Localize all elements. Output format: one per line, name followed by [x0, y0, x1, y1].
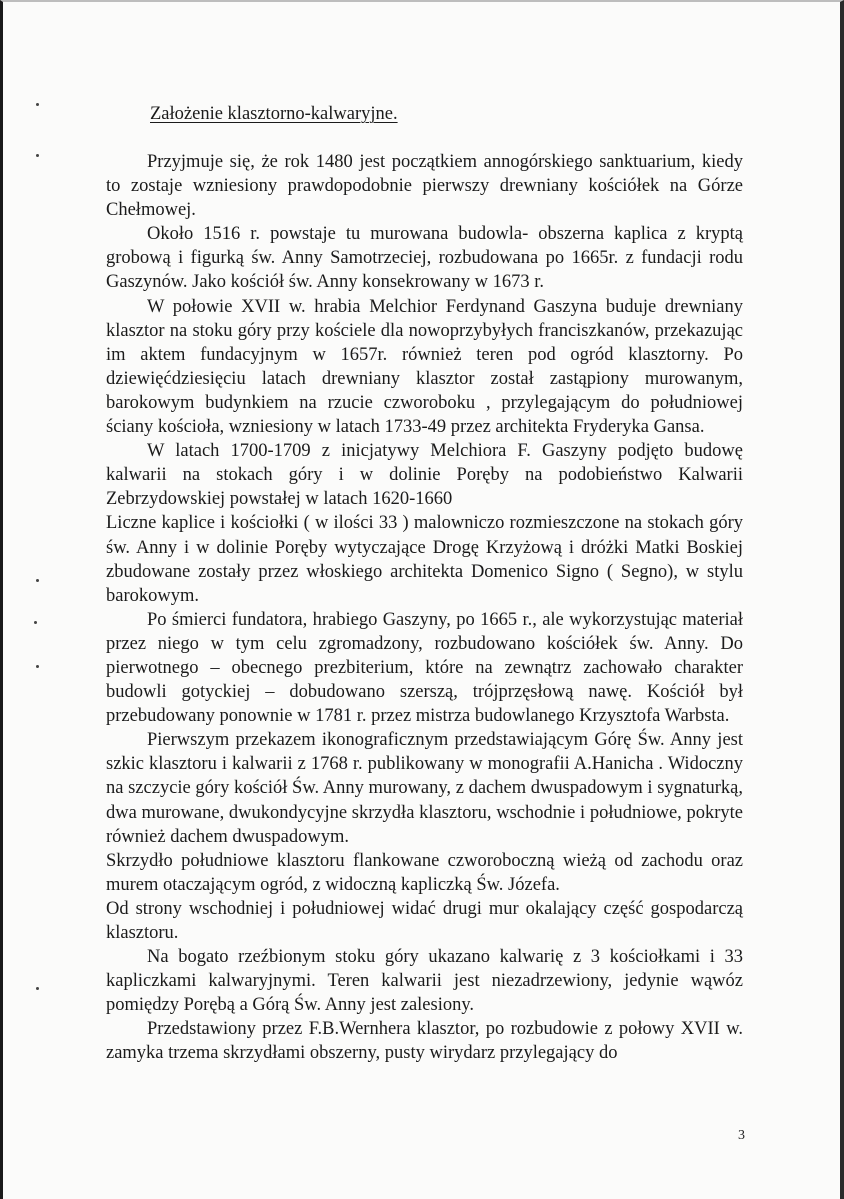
margin-dot — [36, 103, 39, 106]
document-title: Założenie klasztorno-kalwaryjne. — [150, 104, 398, 124]
margin-dot — [36, 579, 39, 582]
margin-dot — [36, 665, 39, 668]
margin-dot — [36, 987, 39, 990]
paragraph: Skrzydło południowe klasztoru flankowane czworoboczną wieżą od zachodu oraz murem otaczającym ogród, z widoczną kapliczką Św. Józefa. — [106, 850, 743, 895]
paragraph: Pierwszym przekazem ikonograficznym przedstawiającym Górę Św. Anny jest szkic klasztoru i kalwarii z 1768 r. publikowany w monografii A.Hanicha . Widoczny na szczycie góry kościół Św. Anny murowany, z dachem dwuspadowym i sygnaturką, dwa murowane, dwukondycyjne skrzydła klasztoru, wschodnie i południowe, pokryte również dachem dwuspadowym. — [106, 730, 743, 847]
paragraph: Po śmierci fundatora, hrabiego Gaszyny, po 1665 r., ale wykorzystując materiał przez niego w tym celu zgromadzony, rozbudowano kościółek św. Anny. Do pierwotnego – obecnego prezbiterium, które na zewnątrz zachowało charakter budowli gotyckiej – dobudowano szerszą, trójprzęsłową nawę. Kościół był przebudowany ponownie w 1781 r. przez mistrza budowlanego Krzysztofa Warbsta. — [106, 609, 743, 727]
paragraph: Od strony wschodniej i południowej widać drugi mur okalający część gospodarczą klasztoru. — [106, 898, 743, 943]
paragraph: W latach 1700-1709 z inicjatywy Melchiora F. Gaszyny podjęto budowę kalwarii na stokach góry i w dolinie Poręby na podobieństwo Kalwarii Zebrzydowskiej powstałej w latach 1620-1660 — [106, 441, 743, 510]
paragraph: Na bogato rzeźbionym stoku góry ukazano kalwarię z 3 kościołkami i 33 kapliczkami kalwaryjnymi. Teren kalwarii jest niezadrzewiony, jedynie wąwóz pomiędzy Porębą a Górą Św. Anny jest zalesiony. — [106, 947, 743, 1016]
paragraph: Około 1516 r. powstaje tu murowana budowla- obszerna kaplica z kryptą grobową i figurką św. Anny Samotrzeciej, rozbudowana po 1665r. z fundacji rodu Gaszynów. Jako kościół św. Anny konsekrowany w 1673 r. — [106, 224, 743, 293]
paragraph: Przedstawiony przez F.B.Wernhera klasztor, po rozbudowie z połowy XVII w. zamyka trzema skrzydłami obszerny, pusty wirydarz przylegający do — [106, 1019, 743, 1064]
page-number: 3 — [738, 1128, 745, 1143]
paragraph: Przyjmuje się, że rok 1480 jest początkiem annogórskiego sanktuarium, kiedy to zostaje wzniesiony prawdopodobnie pierwszy drewniany kościółek na Górze Chełmowej. — [106, 152, 743, 221]
margin-dot — [34, 621, 37, 624]
document-body — [106, 150, 743, 1066]
margin-dot — [36, 154, 39, 157]
paragraph: Liczne kaplice i kościołki ( w ilości 33 ) malowniczo rozmieszczone na stokach góry św. Anny i w dolinie Poręby wytyczające Drogę Krzyżową i dróżki Matki Boskiej zbudowane zostały przez włoskiego architekta Domenico Signo ( Segno), w stylu barokowym. — [106, 513, 743, 606]
paragraph: W połowie XVII w. hrabia Melchior Ferdynand Gaszyna buduje drewniany klasztor na stoku góry przy kościele dla nowoprzybyłych franciszkanów, przekazując im aktem fundacyjnym w 1657r. również teren pod ogród klasztorny. Po dziewięćdziesięciu latach drewniany klasztor został zastąpiony murowanym, barokowym budynkiem na rzucie czworoboku , przylegającym do południowej ściany kościoła, wzniesiony w latach 1733-49 przez architekta Fryderyka Gansa. — [106, 296, 743, 438]
